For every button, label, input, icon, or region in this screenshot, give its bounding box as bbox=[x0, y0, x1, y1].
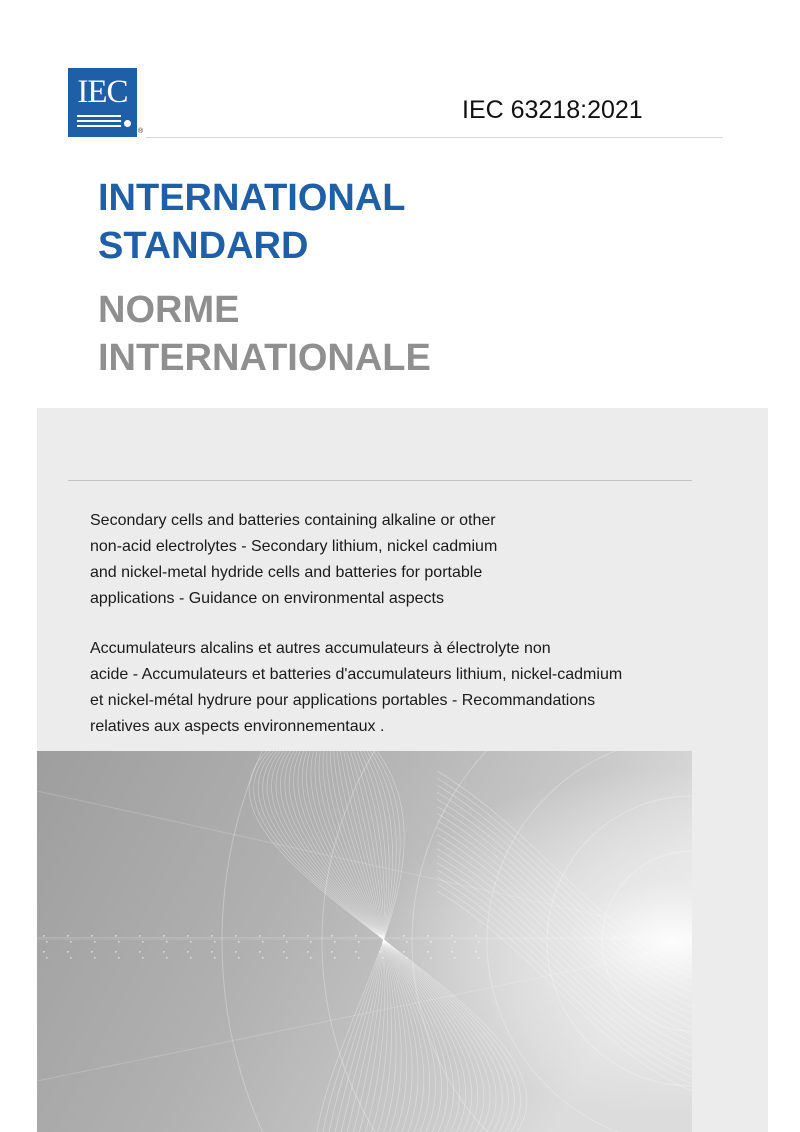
logo-stripe bbox=[77, 125, 121, 127]
description-line: acide - Accumulateurs et batteries d'accumulateurs lithium, nickel-cadmium bbox=[90, 666, 623, 683]
description-line: and nickel-metal hydride cells and batteries for portable bbox=[90, 564, 483, 581]
description-line: et nickel-métal hydrure pour applications portables - Recommandations bbox=[90, 692, 596, 709]
logo-stripe bbox=[77, 120, 121, 122]
title-english-line: INTERNATIONAL bbox=[98, 177, 406, 219]
document-id: IEC 63218:2021 bbox=[462, 96, 643, 124]
registered-mark: ® bbox=[138, 128, 144, 135]
description-line: Accumulateurs alcalins et autres accumulateurs à électrolyte non bbox=[90, 640, 551, 657]
description-line: applications - Guidance on environmental aspects bbox=[90, 590, 444, 607]
description-english bbox=[90, 508, 560, 612]
logo-stripe bbox=[77, 115, 121, 117]
title-english bbox=[98, 174, 406, 270]
title-french bbox=[98, 286, 431, 382]
logo-dot bbox=[124, 120, 131, 127]
description-line: relatives aux aspects environnementaux . bbox=[90, 718, 385, 735]
description-line: Secondary cells and batteries containing alkaline or other bbox=[90, 512, 496, 529]
title-french-line: NORME bbox=[98, 289, 240, 331]
header-divider bbox=[146, 137, 723, 138]
logo-text: IEC bbox=[77, 74, 128, 110]
title-french-line: INTERNATIONALE bbox=[98, 337, 431, 379]
cover-artwork bbox=[37, 751, 692, 1132]
title-english-line: STANDARD bbox=[98, 225, 309, 267]
description-french bbox=[90, 636, 690, 740]
iec-logo bbox=[68, 68, 137, 137]
description-line: non-acid electrolytes - Secondary lithium, nickel cadmium bbox=[90, 538, 498, 555]
panel-divider bbox=[68, 480, 692, 481]
